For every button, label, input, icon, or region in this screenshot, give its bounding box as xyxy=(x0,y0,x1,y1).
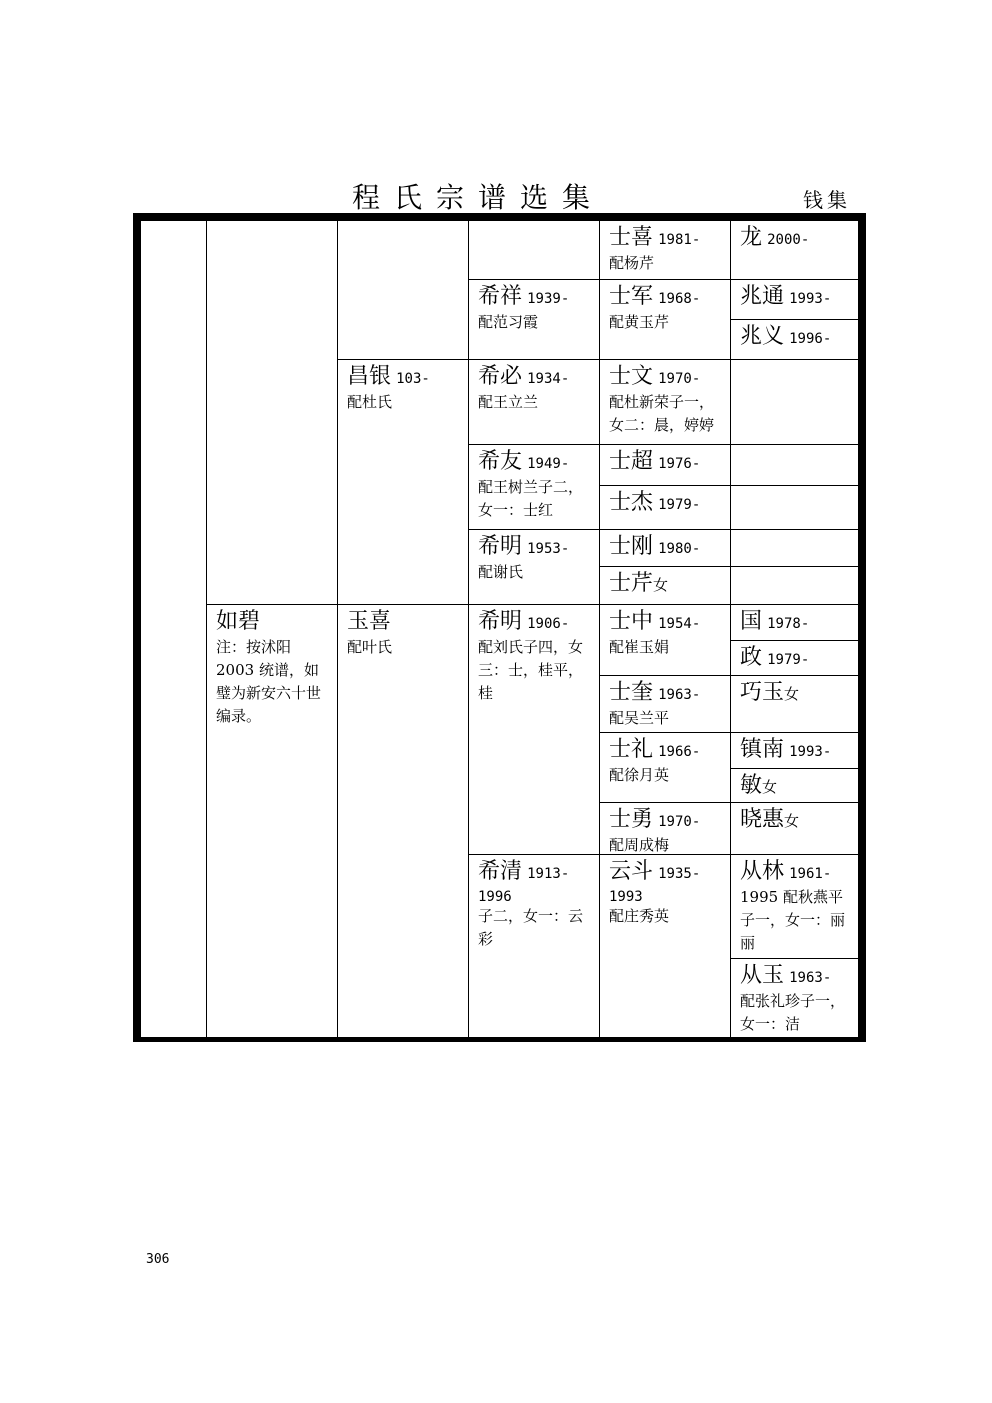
entry-zhaotong xyxy=(730,279,859,320)
entry-years: 1953- xyxy=(527,541,570,557)
entry-note: 配王树兰子二，女一：士红 xyxy=(478,478,584,519)
entry-xixiang xyxy=(468,279,600,360)
entry-xiqing xyxy=(468,854,600,1038)
entry-rubi xyxy=(206,604,338,1038)
entry-years: 1935-1993 xyxy=(609,866,701,905)
entry-name: 希明 xyxy=(478,534,523,559)
entry-name: 希清 xyxy=(478,859,523,884)
entry-name: 敏 xyxy=(740,773,763,798)
entry-years: 1906- xyxy=(527,616,570,632)
genealogy-table xyxy=(133,213,866,1042)
entry-name: 玉喜 xyxy=(347,609,392,634)
entry-ximing-1953 xyxy=(468,529,600,605)
entry-years: 1970- xyxy=(658,371,701,387)
entry-name: 士奎 xyxy=(609,680,654,705)
entry-years: 1993- xyxy=(789,744,832,760)
entry-xibi xyxy=(468,359,600,445)
entry-note: 配刘氏子四，女三：士，桂平，桂 xyxy=(478,638,584,702)
entry-years: 1979- xyxy=(767,652,810,668)
entry-name: 希必 xyxy=(478,364,523,389)
entry-name: 云斗 xyxy=(609,859,654,884)
entry-note: 配杨芹 xyxy=(609,254,655,272)
empty-cell xyxy=(730,444,859,486)
entry-xiyou xyxy=(468,444,600,530)
entry-ximing-1906 xyxy=(468,604,600,855)
page-title: 程氏宗谱选集 xyxy=(352,181,605,214)
empty-cell xyxy=(730,485,859,530)
entry-shijun xyxy=(599,279,731,360)
entry-years: 1993- xyxy=(789,291,832,307)
entry-zhaoyi xyxy=(730,319,859,360)
entry-conglin xyxy=(730,854,859,959)
entry-changyin xyxy=(337,359,469,605)
entry-name: 镇南 xyxy=(740,737,785,762)
entry-years: 103- xyxy=(396,371,430,387)
empty-cell xyxy=(206,220,338,605)
entry-note: 配叶氏 xyxy=(347,638,393,656)
entry-name: 从林 xyxy=(740,859,785,884)
entry-name: 士杰 xyxy=(609,490,654,515)
entry-years: 2000- xyxy=(767,232,810,248)
entry-yundou xyxy=(599,854,731,1038)
entry-years: 1981- xyxy=(658,232,701,248)
entry-years: 1996- xyxy=(789,331,832,347)
empty-cell xyxy=(337,220,469,360)
entry-name: 巧玉 xyxy=(740,680,785,705)
entry-years: 1980- xyxy=(658,541,701,557)
entry-sex: 女 xyxy=(762,778,778,796)
entry-note: 配王立兰 xyxy=(478,393,539,411)
entry-name: 政 xyxy=(740,645,763,670)
entry-shikui xyxy=(599,675,731,733)
entry-years: 1934- xyxy=(527,371,570,387)
entry-note: 配谢氏 xyxy=(478,563,524,581)
entry-name: 士中 xyxy=(609,609,654,634)
entry-note: 配庄秀英 xyxy=(609,907,670,925)
entry-years: 1979- xyxy=(658,497,701,513)
entry-yuxi xyxy=(337,604,469,1038)
empty-cell xyxy=(730,529,859,567)
entry-note: 配黄玉芹 xyxy=(609,313,670,331)
empty-cell xyxy=(730,359,859,445)
entry-years: 1970- xyxy=(658,814,701,830)
entry-shixi xyxy=(599,220,731,280)
entry-name: 士礼 xyxy=(609,737,654,762)
entry-name: 晓惠 xyxy=(740,807,785,832)
entry-name: 士喜 xyxy=(609,225,654,250)
entry-name: 如碧 xyxy=(216,609,261,634)
entry-shizhong xyxy=(599,604,731,676)
entry-zhennan xyxy=(730,732,859,769)
entry-name: 兆通 xyxy=(740,284,785,309)
entry-name: 士刚 xyxy=(609,534,654,559)
entry-years: 1963- xyxy=(658,687,701,703)
entry-name: 士超 xyxy=(609,449,654,474)
page-subtitle: 钱集 xyxy=(803,188,851,212)
entry-years: 1968- xyxy=(658,291,701,307)
entry-shiwen xyxy=(599,359,731,445)
entry-sex: 女 xyxy=(653,576,669,594)
entry-name: 昌银 xyxy=(347,364,392,389)
entry-note: 配周成梅 xyxy=(609,836,670,854)
entry-name: 士芹 xyxy=(609,571,654,596)
entry-xiaohui xyxy=(730,802,859,855)
entry-long xyxy=(730,220,859,280)
entry-years: 1939- xyxy=(527,291,570,307)
entry-years: 1961- xyxy=(789,866,832,882)
entry-name: 士军 xyxy=(609,284,654,309)
entry-note: 配范习霞 xyxy=(478,313,539,331)
entry-shiyong xyxy=(599,802,731,855)
page-number: 306 xyxy=(146,1252,170,1267)
entry-name: 希祥 xyxy=(478,284,523,309)
entry-years: 1963- xyxy=(789,970,832,986)
entry-guo xyxy=(730,604,859,641)
entry-shiqin xyxy=(599,566,731,605)
entry-note: 配杜氏 xyxy=(347,393,393,411)
entry-min xyxy=(730,768,859,803)
entry-note: 子二，女一：云彩 xyxy=(478,907,584,948)
entry-sex: 女 xyxy=(784,685,800,703)
entry-years: 1913-1996 xyxy=(478,866,570,905)
entry-shigang xyxy=(599,529,731,567)
entry-years: 1966- xyxy=(658,744,701,760)
empty-column xyxy=(140,220,207,1038)
entry-name: 希明 xyxy=(478,609,523,634)
entry-note: 配崔玉娟 xyxy=(609,638,670,656)
entry-note: 配吴兰平 xyxy=(609,709,670,727)
empty-cell xyxy=(730,566,859,605)
entry-years: 1976- xyxy=(658,456,701,472)
entry-name: 国 xyxy=(740,609,763,634)
entry-name: 希友 xyxy=(478,449,523,474)
entry-name: 士文 xyxy=(609,364,654,389)
entry-shichao xyxy=(599,444,731,486)
entry-note: 配杜新荣子一，女二：晨，婷婷 xyxy=(609,393,715,434)
entry-shijie xyxy=(599,485,731,530)
entry-name: 士勇 xyxy=(609,807,654,832)
entry-sex: 女 xyxy=(784,812,800,830)
entry-shili xyxy=(599,732,731,803)
entry-qiaoyu xyxy=(730,675,859,733)
entry-congyu xyxy=(730,958,859,1038)
entry-name: 从玉 xyxy=(740,963,785,988)
entry-name: 龙 xyxy=(740,225,763,250)
entry-note: 注：按沭阳 2003 统谱，如璧为新安六十世编录。 xyxy=(216,638,322,725)
empty-cell xyxy=(468,220,600,280)
entry-zheng xyxy=(730,640,859,676)
entry-years: 1978- xyxy=(767,616,810,632)
entry-note: 配张礼珍子一，女一：洁 xyxy=(740,992,846,1033)
entry-note: 配徐月英 xyxy=(609,766,670,784)
entry-name: 兆义 xyxy=(740,324,785,349)
entry-years: 1949- xyxy=(527,456,570,472)
entry-note: 1995 配秋燕平子一，女一：丽丽 xyxy=(740,888,846,952)
entry-years: 1954- xyxy=(658,616,701,632)
